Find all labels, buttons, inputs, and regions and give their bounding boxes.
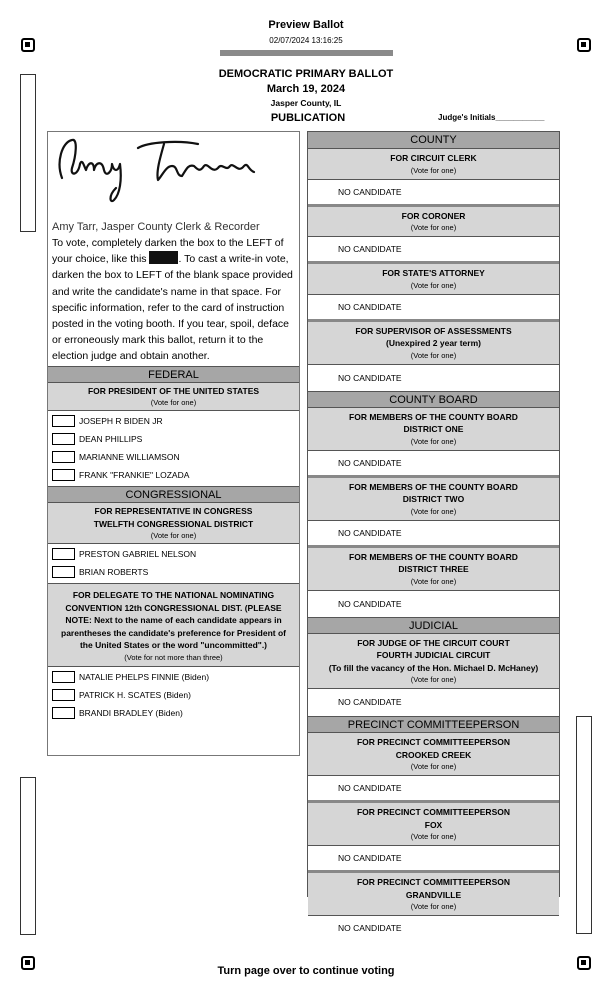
race-vote-for: (Vote for one)	[410, 436, 457, 446]
candidate-row[interactable]	[48, 563, 299, 581]
delegate-candidates	[48, 667, 299, 722]
race-vote-for: (Vote for one)	[410, 165, 457, 175]
candidate-name: PATRICK H. SCATES (Biden)	[79, 689, 191, 700]
race-vote-for: (Vote for one)	[410, 832, 457, 841]
race-supervisor-assessments	[308, 322, 559, 391]
clerk-signature	[48, 132, 298, 220]
election-date: March 19, 2024	[266, 83, 346, 95]
race-header	[308, 322, 559, 365]
vote-box[interactable]	[52, 689, 75, 701]
right-column	[307, 131, 560, 933]
footer-instruction: Turn page over to continue voting	[217, 965, 395, 977]
race-delegate-header	[48, 583, 299, 667]
section-county-board: COUNTY BOARD	[308, 391, 559, 408]
no-candidate-label: NO CANDIDATE	[338, 527, 402, 538]
vote-box[interactable]	[52, 566, 75, 578]
race-congress-vote-for: (Vote for one)	[150, 531, 197, 541]
race-title: FOR SUPERVISOR OF ASSESSMENTS	[355, 325, 512, 336]
race-vote-for: (Vote for one)	[410, 576, 457, 586]
section-judicial: JUDICIAL	[308, 617, 559, 634]
candidate-row[interactable]	[48, 466, 299, 484]
race-title: FOR MEMBERS OF THE COUNTY BOARD	[349, 551, 518, 562]
voting-instructions	[48, 235, 299, 365]
race-subtitle: DISTRICT THREE	[398, 564, 469, 574]
instructions-part-2: . To cast a write-in vote, darken the box to LEFT of the blank space provided and write the candidate's name in that space. For specific information, refer to the card of instruction posted in the voting booth. If you tear, spoil, deface or erroneously mark this ballot, return it to the election judge and obtain another.	[52, 253, 293, 363]
race-title: FOR STATE'S ATTORNEY	[382, 268, 485, 278]
race-delegate-title: FOR DELEGATE TO THE NATIONAL NOMINATING CONVENTION 12th CONGRESSIONAL DIST. (PLEASE NOTE: Next to the name of each candidate appears in parentheses the candidate's preference for President of the United States or the word "uncommitted".)	[61, 590, 286, 651]
race-subtitle: DISTRICT ONE	[403, 424, 464, 434]
no-candidate-label: NO CANDIDATE	[338, 244, 402, 254]
section-congressional: CONGRESSIONAL	[48, 486, 299, 503]
vote-box[interactable]	[52, 707, 75, 719]
race-subtitle: FOX	[424, 819, 443, 830]
no-candidate-label: NO CANDIDATE	[338, 783, 402, 793]
example-filled-box	[149, 251, 178, 264]
race-president-vote-for: (Vote for one)	[150, 398, 197, 408]
race-board-district-one	[308, 408, 559, 478]
preview-title: Preview Ballot	[268, 19, 344, 31]
race-header	[308, 207, 559, 238]
judges-initials: Judge's Initials___________	[438, 113, 545, 122]
race-subtitle: FOURTH JUDICIAL CIRCUIT	[376, 650, 491, 660]
race-header	[308, 478, 559, 521]
no-candidate-label: NO CANDIDATE	[338, 457, 402, 468]
race-precinct-crooked-creek	[308, 733, 559, 803]
candidate-name: JOSEPH R BIDEN JR	[79, 416, 163, 427]
candidate-name: FRANK "FRANKIE" LOZADA	[79, 470, 190, 481]
president-candidates	[48, 411, 299, 486]
candidate-name: BRIAN ROBERTS	[79, 567, 149, 578]
race-vote-for: (Vote for one)	[410, 223, 457, 232]
header-divider	[220, 50, 393, 56]
race-vacancy-note: (To fill the vacancy of the Hon. Michael D. McHaney)	[328, 662, 539, 673]
vote-box[interactable]	[52, 451, 75, 463]
race-header	[308, 548, 559, 591]
race-title: FOR PRECINCT COMMITTEEPERSON	[356, 877, 510, 887]
no-candidate-label: NO CANDIDATE	[338, 697, 402, 707]
no-candidate-label: NO CANDIDATE	[338, 923, 402, 933]
vote-box[interactable]	[52, 469, 75, 481]
race-title: FOR MEMBERS OF THE COUNTY BOARD	[349, 481, 518, 492]
race-vote-for: (Vote for one)	[410, 506, 457, 516]
candidate-name: BRANDI BRADLEY (Biden)	[79, 707, 183, 718]
race-header	[308, 264, 559, 295]
race-vote-for: (Vote for one)	[410, 280, 457, 290]
left-column	[47, 131, 300, 756]
vote-box[interactable]	[52, 433, 75, 445]
race-circuit-clerk	[308, 149, 559, 207]
race-subtitle: DISTRICT TWO	[402, 494, 465, 504]
vote-box[interactable]	[52, 671, 75, 683]
candidate-row[interactable]	[48, 412, 299, 430]
candidate-row[interactable]	[48, 545, 299, 563]
race-states-attorney	[308, 264, 559, 322]
race-title: FOR PRECINCT COMMITTEEPERSON	[356, 737, 510, 747]
candidate-row[interactable]	[48, 448, 299, 466]
race-header	[308, 149, 559, 180]
race-board-district-two	[308, 478, 559, 548]
candidate-name: NATALIE PHELPS FINNIE (Biden)	[79, 671, 210, 682]
race-board-district-three	[308, 548, 559, 617]
no-candidate-label: NO CANDIDATE	[338, 372, 402, 383]
race-header	[308, 803, 559, 846]
race-coroner	[308, 207, 559, 265]
candidate-row[interactable]	[48, 430, 299, 448]
race-congress-header	[48, 503, 299, 544]
clerk-name-line: Amy Tarr, Jasper County Clerk & Recorder	[52, 221, 260, 233]
race-precinct-grandville	[308, 873, 559, 940]
no-candidate-label: NO CANDIDATE	[338, 186, 402, 197]
vote-box[interactable]	[52, 415, 75, 427]
section-county: COUNTY	[308, 132, 559, 149]
race-header	[308, 873, 559, 916]
no-candidate-label: NO CANDIDATE	[338, 598, 402, 609]
no-candidate-label: NO CANDIDATE	[338, 301, 402, 312]
candidate-row[interactable]	[48, 686, 299, 704]
race-vote-for: (Vote for one)	[410, 675, 457, 684]
race-subtitle: (Unexpired 2 year term)	[386, 338, 481, 348]
race-subtitle: CROOKED CREEK	[395, 749, 472, 760]
candidate-row[interactable]	[48, 704, 299, 722]
timestamp: 02/07/2024 13:16:25	[269, 36, 343, 45]
no-candidate-label: NO CANDIDATE	[338, 853, 402, 863]
race-title: FOR PRECINCT COMMITTEEPERSON	[356, 807, 510, 817]
race-delegate-vote-for: (Vote for not more than three)	[124, 652, 223, 662]
race-president-header	[48, 383, 299, 412]
section-precinct-committeeperson: PRECINCT COMMITTEEPERSON	[308, 716, 559, 733]
race-congress-title-1: FOR REPRESENTATIVE IN CONGRESS	[94, 506, 253, 517]
race-vote-for: (Vote for one)	[410, 902, 457, 911]
race-circuit-judge	[308, 634, 559, 717]
candidate-name: PRESTON GABRIEL NELSON	[79, 549, 197, 560]
vote-box[interactable]	[52, 548, 75, 560]
race-header	[308, 634, 559, 690]
race-header	[308, 733, 559, 776]
timing-bar-left-bottom	[20, 777, 36, 935]
congress-candidates	[48, 544, 299, 583]
candidate-name: MARIANNE WILLIAMSON	[79, 452, 180, 463]
race-header	[308, 408, 559, 451]
race-title: FOR CIRCUIT CLERK	[390, 153, 477, 163]
publication-label: PUBLICATION	[270, 112, 346, 124]
race-title: FOR CORONER	[401, 210, 466, 221]
timing-bar-right-bottom	[576, 716, 592, 934]
candidate-row[interactable]	[48, 668, 299, 686]
race-congress-title-2: TWELFTH CONGRESSIONAL DISTRICT	[93, 518, 254, 529]
race-vote-for: (Vote for one)	[410, 350, 457, 360]
race-title: FOR JUDGE OF THE CIRCUIT COURT	[357, 637, 510, 648]
race-subtitle: GRANDVILLE	[405, 889, 462, 900]
county-name: Jasper County, IL	[270, 98, 342, 108]
section-federal: FEDERAL	[48, 366, 299, 383]
race-precinct-fox	[308, 803, 559, 873]
ballot-name: DEMOCRATIC PRIMARY BALLOT	[218, 68, 394, 80]
instructions-part-1: To vote, completely darken the box to the LEFT of your choice, like this	[52, 237, 284, 266]
race-vote-for: (Vote for one)	[410, 762, 457, 771]
signature-area	[48, 132, 299, 220]
candidate-name: DEAN PHILLIPS	[79, 434, 143, 445]
race-title: FOR MEMBERS OF THE COUNTY BOARD	[349, 411, 518, 422]
race-president-title: FOR PRESIDENT OF THE UNITED STATES	[87, 385, 260, 396]
